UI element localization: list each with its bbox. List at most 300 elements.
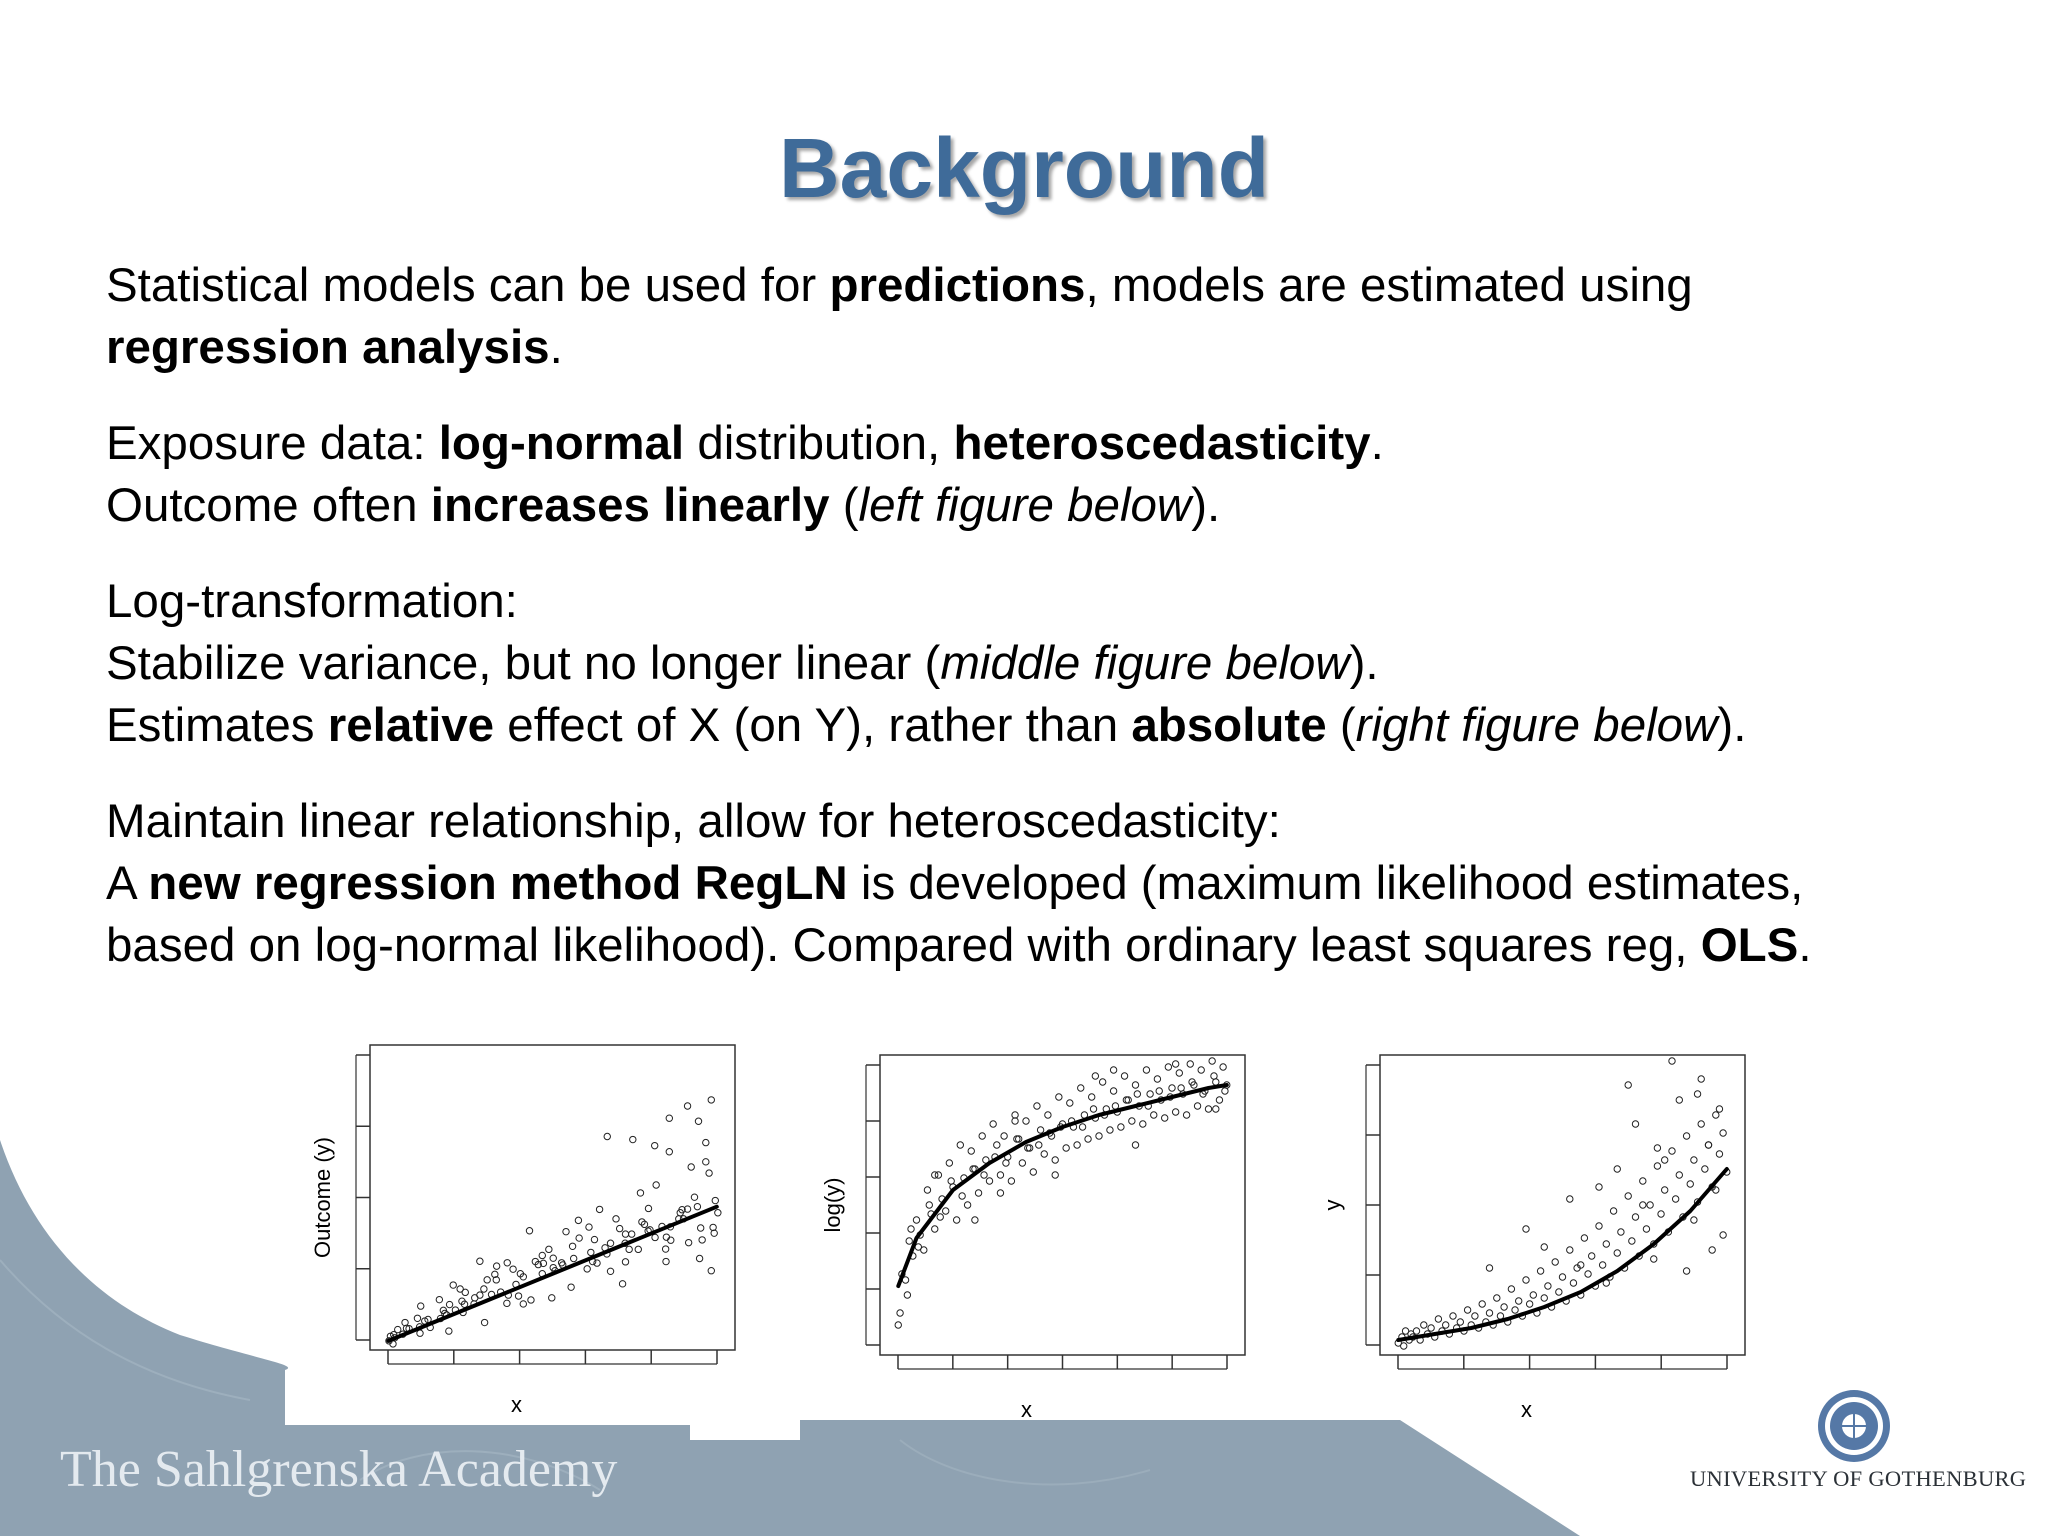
data-point [1585,1271,1591,1277]
data-point [604,1133,610,1139]
data-point [1676,1097,1682,1103]
y-axis-label: log(y) [820,1177,845,1233]
data-point [626,1246,632,1252]
data-point [607,1268,613,1274]
data-point [691,1194,697,1200]
data-point [402,1319,408,1325]
data-point [1045,1112,1051,1118]
data-point [712,1197,718,1203]
data-point [663,1234,669,1240]
text-run: Statistical models can be used for [106,259,830,312]
data-point [697,1225,703,1231]
data-point [1472,1313,1478,1319]
data-point [957,1142,963,1148]
data-point [1716,1151,1722,1157]
data-point [1183,1112,1189,1118]
text-run: Outcome often [106,479,431,532]
paragraph-predictions [106,255,2006,379]
data-point [666,1115,672,1121]
data-point [994,1142,1000,1148]
text-run: is developed (maximum likelihood estimates, [847,857,1804,910]
data-point [436,1296,442,1302]
data-point [576,1235,582,1241]
text-run: Log-transformation: [106,575,518,628]
data-point [1107,1127,1113,1133]
data-point [1552,1259,1558,1265]
data-point [1413,1328,1419,1334]
data-point [563,1228,569,1234]
paragraph-new-method [106,791,2006,977]
data-point [414,1315,420,1321]
data-point [895,1322,901,1328]
data-point [515,1293,521,1299]
paragraph-exposure [106,413,2006,537]
data-point [584,1266,590,1272]
text-run: ( [1326,699,1356,752]
data-point [948,1178,954,1184]
data-point [1516,1298,1522,1304]
data-point [575,1217,581,1223]
data-point [1443,1322,1449,1328]
data-point [1074,1142,1080,1148]
data-point [418,1303,424,1309]
data-point [703,1139,709,1145]
data-point [1654,1163,1660,1169]
text-run: distribution, [684,417,954,470]
data-point [1530,1292,1536,1298]
data-point [1720,1130,1726,1136]
data-point [1672,1196,1678,1202]
data-point [1450,1313,1456,1319]
data-point [946,1160,952,1166]
data-point [1694,1091,1700,1097]
data-point [1640,1178,1646,1184]
data-point [1052,1172,1058,1178]
data-point [591,1236,597,1242]
data-point [1654,1145,1660,1151]
data-point [629,1231,635,1237]
data-point [1435,1316,1441,1322]
data-point [484,1277,490,1283]
text-run: ). [1717,699,1747,752]
data-point [1079,1124,1085,1130]
data-point [622,1259,628,1265]
data-point [1023,1118,1029,1124]
data-point [1421,1322,1427,1328]
plot-frame [370,1045,735,1350]
data-point [1610,1208,1616,1214]
data-point [520,1301,526,1307]
data-point [1172,1109,1178,1115]
data-point [1713,1112,1719,1118]
scatter-plot-right [1290,1035,1750,1425]
data-point [481,1319,487,1325]
data-point [570,1255,576,1261]
data-point [1669,1148,1675,1154]
data-point [1651,1256,1657,1262]
data-point [594,1260,600,1266]
fit-curve [388,1207,717,1341]
scatter-plot-middle [790,1035,1250,1425]
data-point [1669,1058,1675,1064]
data-point [1129,1118,1135,1124]
data-point [1683,1268,1689,1274]
data-point [1596,1184,1602,1190]
text-run: based on log-normal likelihood). Compared with ordinary least squares reg, [106,919,1701,972]
text-run: middle figure below [940,637,1350,690]
data-point [1213,1079,1219,1085]
data-point [1632,1214,1638,1220]
data-point [637,1190,643,1196]
data-point [1581,1235,1587,1241]
data-point [462,1289,468,1295]
data-point [1523,1226,1529,1232]
data-point [1222,1088,1228,1094]
data-point [622,1231,628,1237]
data-point [1096,1133,1102,1139]
data-point [652,1234,658,1240]
data-point [1063,1145,1069,1151]
data-point [1486,1265,1492,1271]
data-point [652,1142,658,1148]
data-point [1523,1277,1529,1283]
data-point [1567,1247,1573,1253]
data-point [1067,1100,1073,1106]
data-point [1494,1295,1500,1301]
data-point [450,1282,456,1288]
data-point [1556,1289,1562,1295]
data-point [1486,1310,1492,1316]
data-point [668,1237,674,1243]
data-point [1036,1142,1042,1148]
text-run: Maintain linear relationship, allow for heteroscedasticity: [106,795,1281,848]
text-run: ( [829,479,859,532]
data-point [663,1258,669,1264]
data-point [685,1239,691,1245]
data-point [1640,1202,1646,1208]
data-point [1559,1274,1565,1280]
data-point [586,1224,592,1230]
data-point [708,1268,714,1274]
text-run: effect of X (on Y), rather than [494,699,1132,752]
scatter-plot-left [280,1025,740,1425]
data-point [710,1224,716,1230]
data-point [1464,1307,1470,1313]
data-point [981,1172,987,1178]
text-run: . [549,321,563,374]
data-point [1132,1142,1138,1148]
data-point [1401,1343,1407,1349]
text-run: absolute [1131,699,1327,752]
text-run: heteroscedasticity [953,417,1371,470]
data-point [1625,1082,1631,1088]
data-point [1647,1202,1653,1208]
data-point [926,1202,932,1208]
data-point [904,1292,910,1298]
data-point [549,1295,555,1301]
data-point [1625,1193,1631,1199]
data-point [1662,1187,1668,1193]
data-point [596,1206,602,1212]
data-point [913,1217,919,1223]
data-point [1216,1097,1222,1103]
data-point [1614,1166,1620,1172]
data-point [1479,1301,1485,1307]
data-point [1213,1106,1219,1112]
data-point [1187,1061,1193,1067]
data-point [510,1266,516,1272]
text-run: . [1370,417,1384,470]
data-point [932,1226,938,1232]
text-run: . [1798,919,1812,972]
y-axis-label: Outcome (y) [310,1136,335,1259]
data-point [1643,1226,1649,1232]
data-point [959,1193,965,1199]
data-point [1698,1076,1704,1082]
data-point [1589,1253,1595,1259]
data-point [662,1246,668,1252]
data-point [684,1103,690,1109]
data-point [1683,1133,1689,1139]
data-point [986,1178,992,1184]
data-point [1205,1106,1211,1112]
data-point [1176,1070,1182,1076]
data-point [1012,1112,1018,1118]
data-point [1702,1166,1708,1172]
data-point [1092,1073,1098,1079]
data-point [493,1263,499,1269]
data-point [708,1097,714,1103]
data-point [1596,1223,1602,1229]
data-point [1041,1151,1047,1157]
fit-curve [1398,1169,1727,1340]
data-point [975,1190,981,1196]
data-point [1165,1064,1171,1070]
data-point [694,1203,700,1209]
data-point [1716,1106,1722,1112]
data-point [653,1182,659,1188]
data-point [1110,1067,1116,1073]
data-point [1019,1160,1025,1166]
data-point [1178,1085,1184,1091]
data-point [550,1255,556,1261]
text-run: right figure below [1355,699,1718,752]
data-point [1134,1091,1140,1097]
data-point [477,1292,483,1298]
data-point [504,1300,510,1306]
data-point [1151,1112,1157,1118]
data-point [1512,1307,1518,1313]
text-run: ). [1349,637,1379,690]
university-seal-icon [1816,1388,1892,1464]
data-point [1658,1211,1664,1217]
data-point [906,1238,912,1244]
data-point [972,1217,978,1223]
data-point [937,1214,943,1220]
data-point [607,1240,613,1246]
data-point [528,1297,534,1303]
data-point [666,1149,672,1155]
data-point [1052,1157,1058,1163]
x-axis-label: x [1521,1397,1532,1422]
text-run: predictions [829,259,1086,312]
data-point [1526,1301,1532,1307]
data-point [446,1301,452,1307]
data-point [1118,1124,1124,1130]
data-point [526,1228,532,1234]
data-point [1037,1127,1043,1133]
data-point [1194,1103,1200,1109]
data-point [1162,1115,1168,1121]
data-point [477,1258,483,1264]
data-point [1154,1076,1160,1082]
text-run: Stabilize variance, but no longer linear ( [106,637,941,690]
data-point [1034,1103,1040,1109]
data-point [1428,1325,1434,1331]
data-point [1691,1217,1697,1223]
data-point [688,1164,694,1170]
data-point [1085,1136,1091,1142]
data-point [1132,1082,1138,1088]
text-run: left figure below [858,479,1192,532]
text-run: log-normal [438,417,685,470]
data-point [1662,1157,1668,1163]
data-point [1720,1232,1726,1238]
plot-frame [1380,1055,1745,1355]
paragraph-log-transformation [106,571,2006,757]
data-point [1691,1157,1697,1163]
data-point [616,1225,622,1231]
data-point [1147,1091,1153,1097]
data-point [446,1328,452,1334]
data-point [1698,1121,1704,1127]
data-point [1003,1160,1009,1166]
footer-academy-name: The Sahlgrenska Academy [60,1441,618,1498]
data-point [979,1133,985,1139]
data-point [1198,1067,1204,1073]
data-point [1099,1079,1105,1085]
data-point [964,1202,970,1208]
data-point [1629,1238,1635,1244]
data-point [990,1121,996,1127]
y-axis-label: y [1320,1199,1345,1211]
data-point [1090,1106,1096,1112]
data-point [1457,1319,1463,1325]
data-point [1618,1229,1624,1235]
data-point [635,1246,641,1252]
data-point [706,1170,712,1176]
data-point [504,1260,510,1266]
data-point [569,1243,575,1249]
text-run: increases linearly [430,479,830,532]
data-point [1110,1088,1116,1094]
text-run: relative [327,699,495,752]
data-point [915,1244,921,1250]
data-point [613,1216,619,1222]
data-point [1599,1262,1605,1268]
data-point [897,1310,903,1316]
data-point [1614,1250,1620,1256]
data-point [968,1148,974,1154]
data-point [1078,1085,1084,1091]
data-point [539,1252,545,1258]
data-point [1140,1121,1146,1127]
data-point [1570,1280,1576,1286]
data-point [1687,1181,1693,1187]
data-point [645,1205,651,1211]
data-point [696,1255,702,1261]
data-point [481,1286,487,1292]
data-point [703,1159,709,1165]
text-run: , models are estimated using [1085,259,1693,312]
data-point [1537,1268,1543,1274]
data-point [630,1136,636,1142]
slide-title: Background [778,121,1270,215]
data-point [997,1190,1003,1196]
data-point [1169,1085,1175,1091]
data-point [1508,1286,1514,1292]
data-point [908,1226,914,1232]
data-point [1567,1196,1573,1202]
data-point [1001,1133,1007,1139]
slide-body [106,255,2006,1011]
data-point [953,1217,959,1223]
data-point [568,1284,574,1290]
data-point [695,1118,701,1124]
data-point [943,1208,949,1214]
text-run: OLS [1700,919,1799,972]
data-point [1220,1064,1226,1070]
data-point [1705,1142,1711,1148]
data-point [1172,1061,1178,1067]
text-run: new regression method RegLN [148,857,848,910]
data-point [1121,1073,1127,1079]
data-point [1089,1094,1095,1100]
data-point [1545,1283,1551,1289]
data-point [1676,1172,1682,1178]
data-point [1056,1094,1062,1100]
data-point [1541,1295,1547,1301]
data-point [715,1210,721,1216]
data-point [997,1172,1003,1178]
data-point [1211,1073,1217,1079]
data-point [1209,1058,1215,1064]
data-point [1112,1103,1118,1109]
data-point [1541,1244,1547,1250]
data-point [699,1237,705,1243]
text-run: A [106,857,149,910]
data-point [1156,1088,1162,1094]
data-point [1632,1121,1638,1127]
data-point [546,1246,552,1252]
data-point [619,1281,625,1287]
plot-frame [880,1055,1245,1355]
data-point [1603,1241,1609,1247]
data-point [1709,1247,1715,1253]
data-point [1008,1178,1014,1184]
data-point [1143,1067,1149,1073]
text-run: Exposure data: [106,417,439,470]
data-point [588,1249,594,1255]
x-axis-label: x [1021,1397,1032,1422]
data-point [1501,1304,1507,1310]
data-point [924,1187,930,1193]
x-axis-label: x [511,1392,522,1417]
data-point [1030,1169,1036,1175]
text-run: ). [1191,479,1221,532]
text-run: regression analysis [106,321,550,374]
text-run: Estimates [106,699,328,752]
